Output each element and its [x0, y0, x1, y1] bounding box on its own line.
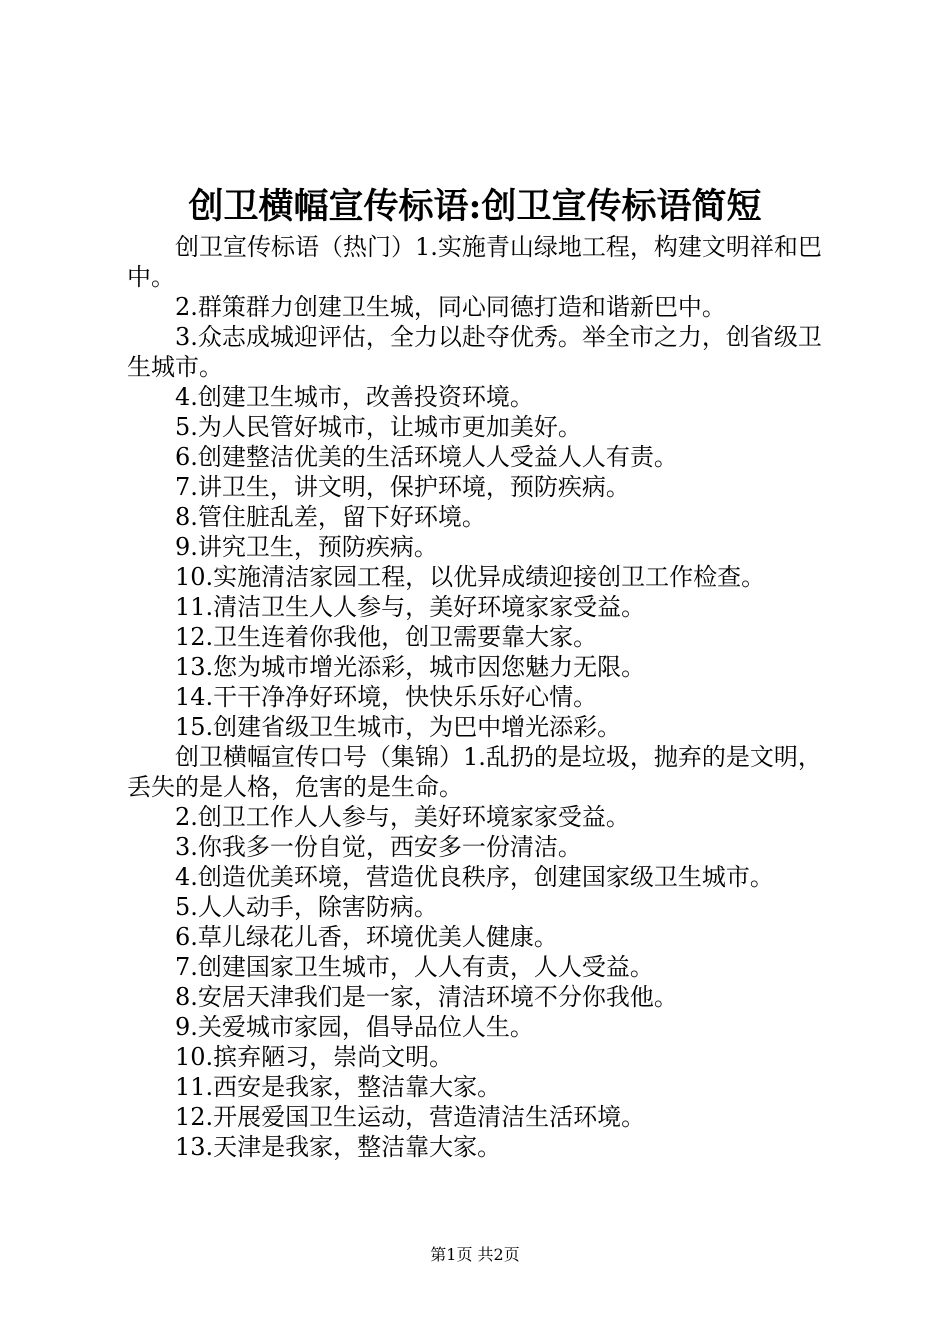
document-title: 创卫横幅宣传标语:创卫宣传标语简短: [188, 186, 762, 227]
paragraph: 8.管住脏乱差，留下好环境。: [175, 503, 486, 531]
paragraph: 10.实施清洁家园工程，以优异成绩迎接创卫工作检查。: [175, 563, 766, 591]
paragraph: 6.创建整洁优美的生活环境人人受益人人有责。: [175, 443, 678, 471]
paragraph: 12.卫生连着你我他，创卫需要靠大家。: [175, 623, 598, 651]
paragraph: 2.群策群力创建卫生城，同心同德打造和谐新巴中。: [175, 293, 726, 321]
paragraph: 13.天津是我家，整洁靠大家。: [175, 1133, 502, 1161]
paragraph: 7.创建国家卫生城市，人人有责，人人受益。: [175, 953, 654, 981]
paragraph: 10.摈弃陋习，崇尚文明。: [175, 1043, 454, 1071]
paragraph: 15.创建省级卫生城市，为巴中增光添彩。: [175, 713, 622, 741]
paragraph: 6.草儿绿花儿香，环境优美人健康。: [175, 923, 558, 951]
document-body: [127, 232, 833, 1162]
paragraph: 3.你我多一份自觉，西安多一份清洁。: [175, 833, 582, 861]
paragraph: 创卫横幅宣传口号（集锦）1.乱扔的是垃圾，抛弃的是文明，丢失的是人格，危害的是生命。: [127, 743, 822, 801]
paragraph: 11.西安是我家，整洁靠大家。: [175, 1073, 502, 1101]
paragraph: 4.创建卫生城市，改善投资环境。: [175, 383, 534, 411]
paragraph: 8.安居天津我们是一家，清洁环境不分你我他。: [175, 983, 678, 1011]
paragraph: 11.清洁卫生人人参与，美好环境家家受益。: [175, 593, 646, 621]
paragraph: 14.干干净净好环境，快快乐乐好心情。: [175, 683, 598, 711]
page-number-footer: 第1页 共2页: [430, 1245, 520, 1264]
paragraph: 9.讲究卫生，预防疾病。: [175, 533, 438, 561]
paragraph: 9.关爱城市家园，倡导品位人生。: [175, 1013, 534, 1041]
paragraph: 5.人人动手，除害防病。: [175, 893, 438, 921]
paragraph: 5.为人民管好城市，让城市更加美好。: [175, 413, 582, 441]
paragraph: 2.创卫工作人人参与，美好环境家家受益。: [175, 803, 630, 831]
paragraph: 4.创造优美环境，营造优良秩序，创建国家级卫生城市。: [175, 863, 774, 891]
paragraph: 3.众志成城迎评估，全力以赴夺优秀。举全市之力，创省级卫生城市。: [127, 323, 822, 381]
paragraph: 12.开展爱国卫生运动，营造清洁生活环境。: [175, 1103, 646, 1131]
paragraph: 13.您为城市增光添彩，城市因您魅力无限。: [175, 653, 646, 681]
paragraph: 7.讲卫生，讲文明，保护环境，预防疾病。: [175, 473, 630, 501]
paragraph: 创卫宣传标语（热门）1.实施青山绿地工程，构建文明祥和巴中。: [127, 233, 822, 291]
